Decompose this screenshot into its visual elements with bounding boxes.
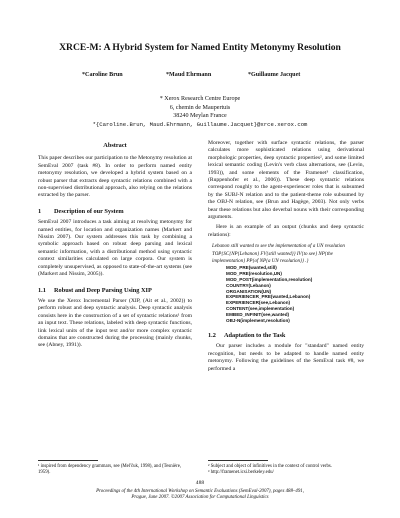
author-name: *Caroline Brun [82, 72, 123, 78]
footnote-rule [208, 460, 268, 461]
proceedings-line: Proceedings of the 4th International Workshop on Semantic Evaluations (SemEval-2007), pages 488–491, [96, 489, 304, 494]
dependency-item: EMBED_INFINIT(see,wanted) [226, 312, 290, 318]
affiliation-city: 38240 Meylan France [173, 113, 227, 120]
affiliation-block [0, 95, 400, 129]
footnotes-right [208, 460, 364, 476]
dependency-item: EXPERIENCER_PRE(wanted,Lebanon) [226, 294, 311, 300]
dependency-item: COUNTRY(Lebanon) [226, 282, 271, 288]
footnote-rule [38, 460, 98, 461]
proceedings-footer [0, 489, 400, 502]
footnote: ³ http://framenet.icsi.berkeley.edu/ [208, 470, 274, 475]
page-number: 488 [195, 480, 205, 486]
section-number: 1 [38, 207, 42, 215]
section-text: SemEval 2007 introduces a task aiming at resolving metonymy for named entities, for location and organization names (Markert and Nissim 2007). Our system addresses this task by combining a symbolic approach based on robust deep parsing and lexical semantic information, with a distributional method using syntactic context similarities calculated on large corpora. Our system is completely unsupervised, as opposed to state-of-the-art systems (see (Markert and Nissim, 2005)). [38, 219, 192, 278]
dependency-item: EXPERIENCER(see,Lebanon) [226, 300, 291, 306]
dependency-item: ORGANISATION(UN) [226, 288, 272, 294]
subsection-title: Adaptation to the Task [224, 331, 286, 339]
dependency-item: OBJ-N(implement,resolution) [226, 318, 290, 324]
subsection-number: 1.2 [208, 331, 216, 339]
subsection-heading [208, 332, 364, 339]
proceedings-line: Prague, June 2007. ©2007 Association for Computational Linguistics [131, 495, 269, 501]
affiliation-email: *{Caroline.Brun, Maud.Ehrmann, Guillaume.Jacquet}@xrce.xerox.com [92, 120, 308, 128]
author-list [0, 72, 400, 82]
affiliation-street: 6, chemin de Maupertuis [169, 104, 231, 111]
abstract-text: This paper describes our participation to the Metonymy resolution at SemEval 2007 (task #8). In order to perform named entity metonymy resolution, we developed a hybrid system based on a robust parser that extracts deep syntactic relations combined with a non-supervised distributional approach, also relying on the relations extracted by the parser. [38, 155, 192, 199]
subsection-text: We use the Xerox Incremental Parser (XIP, (Ait et al., 2002)) to perform robust and deep syntactic analysis. Deep syntactic analysis consists here in the construction of a set of syntactic relations¹ from an input text. These relations, labeled with deep syntactic functions, link lexical units of the input text and/or more complex syntactic domains that are constructed during the processing (mainly chunks, see (Abney, 1991)). [38, 297, 192, 349]
dependency-item: MOD_POST(implementation,resolution) [226, 276, 313, 282]
paragraph: Here is an example of an output (chunks and deep syntactic relations): [208, 224, 364, 238]
right-column [208, 140, 364, 373]
footnote: ¹ inspired from dependency grammars, see (Mel'čuk, 1998), and (Tesnière, 1959). [38, 464, 182, 475]
footnote: ² Subject and object of infinitives in the context of control verbs. [208, 464, 332, 469]
section-title: Description of our System [54, 207, 124, 215]
affiliation-org: * Xerox Research Centre Europe [159, 96, 241, 102]
dependency-item: MOD_PRE(wanted,still) [226, 264, 277, 270]
author-name: *Guillaume Jacquet [248, 72, 301, 78]
footnotes-left [38, 460, 192, 476]
dependency-item: CONTENT(see,implementation) [226, 306, 295, 312]
dependency-list [208, 265, 364, 324]
paragraph: Our parser includes a module for "standard" named entity recognition, but needs to be adapted to handle named entity metonymy. Following the guidelines of the SemEval task #8, we performed a [208, 343, 364, 372]
left-column [38, 140, 192, 350]
subsection-number: 1.1 [38, 286, 46, 294]
paragraph: Moreover, together with surface syntactic relations, the parser calculates more sophisticated relations using derivational morphologic properties, deep syntactic properties², and some limited lexical semantic coding (Levin's verb class alternations, see (Levin, 1993)), and some elements of the Framenet³ classification, (Ruppenhofer et al., 2006)). These deep syntactic relations correspond roughly to the agent-experiencer roles that is subsumed by the SUBJ-N relation and to the patient-theme role subsumed by the OBJ-N relation, see (Brun and Hagège, 2003). Not only verbs bear these relations but also deverbal nouns with their corresponding arguments. [208, 140, 364, 221]
subsection-title: Robust and Deep Parsing Using XIP [54, 286, 152, 294]
abstract-heading: Abstract [103, 142, 127, 149]
dependency-item: MOD_PRE(resolution,UN) [226, 270, 282, 276]
example-sentence: Lebanon still wanted to see the implementation of a UN resolution [212, 244, 345, 250]
parser-example [208, 244, 364, 324]
section-heading [38, 208, 192, 215]
subsection-heading [38, 287, 192, 294]
paper-title: XRCE-M: A Hybrid System for Named Entity Metonymy Resolution [59, 42, 341, 53]
author-name: *Maud Ehrmann [166, 72, 212, 78]
example-tree: TOP{SC{NP{Lebanon} FV{still wanted}} IV{to see} NP{the implementation} PP{of NP{a UN resolution}} .} [212, 252, 333, 264]
